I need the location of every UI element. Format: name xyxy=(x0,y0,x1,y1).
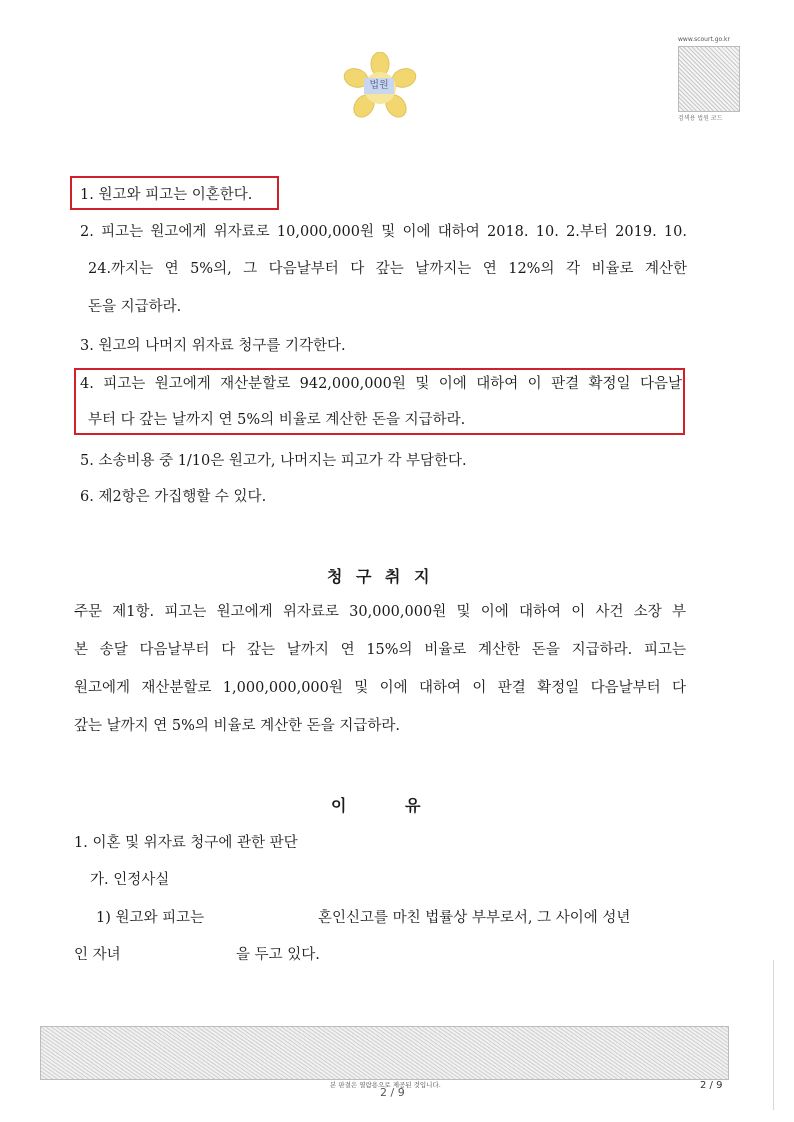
fact-1-end: 혼인신고를 마친 법률상 부부로서, 그 사이에 성년 xyxy=(318,910,631,926)
claim-heading: 청 구 취 지 xyxy=(327,567,434,586)
order-item-3: 3. 원고의 나머지 위자료 청구를 기각한다. xyxy=(80,338,346,354)
scan-edge-divider xyxy=(773,960,774,1110)
order-item-5: 5. 소송비용 중 1/10은 원고가, 나머지는 피고가 각 부담한다. xyxy=(80,453,467,469)
reasons-sub-ga: 가. 인정사실 xyxy=(90,872,170,888)
emblem-label: 법원 xyxy=(364,78,394,94)
court-emblem-icon xyxy=(340,52,420,120)
order-item-2-line-3: 돈을 지급하라. xyxy=(88,299,182,315)
order-item-4-line-1: 4. 피고는 원고에게 재산분할로 942,000,000원 및 이에 대하여 이 판결 확정일 다음날 xyxy=(80,376,682,392)
reasons-heading-left: 이 xyxy=(331,796,351,815)
order-item-4-line-2: 부터 다 갚는 날까지 연 5%의 비율로 계산한 돈을 지급하라. xyxy=(88,412,466,428)
claim-line-2: 본 송달 다음날부터 다 갚는 날까지 연 15%의 비율로 계산한 돈을 지급하라. 피고는 xyxy=(74,642,686,658)
watermark-note: 본 판결은 열람용으로 제공된 것입니다. xyxy=(330,1081,441,1089)
order-item-6: 6. 제2항은 가집행할 수 있다. xyxy=(80,489,267,505)
page-number-right: 2 / 9 xyxy=(700,1080,723,1091)
fact-1-start: 1) 원고와 피고는 xyxy=(96,910,205,926)
claim-line-4: 갚는 날까지 연 5%의 비율로 계산한 돈을 지급하라. xyxy=(74,718,401,734)
qr-url: www.scourt.go.kr xyxy=(678,36,730,43)
order-item-2-line-2: 24.까지는 연 5%의, 그 다음날부터 다 갚는 날까지는 연 12%의 각 비율로 계산한 xyxy=(88,261,687,277)
qr-code-block xyxy=(676,36,742,122)
fact-1-line-2-start: 인 자녀 xyxy=(74,947,121,963)
qr-code-icon xyxy=(678,46,740,112)
watermark-band xyxy=(40,1026,729,1080)
fact-1-line-2-end: 을 두고 있다. xyxy=(236,947,320,963)
qr-caption: 검색용 법원 코드 xyxy=(678,115,723,122)
reasons-heading-right: 유 xyxy=(405,796,425,815)
order-item-2-line-1: 2. 피고는 원고에게 위자료로 10,000,000원 및 이에 대하여 2018. 10. 2.부터 2019. 10. xyxy=(80,224,687,240)
claim-line-1: 주문 제1항. 피고는 원고에게 위자료로 30,000,000원 및 이에 대하여 이 사건 소장 부 xyxy=(74,604,686,620)
order-item-1: 1. 원고와 피고는 이혼한다. xyxy=(80,187,253,203)
claim-line-3: 원고에게 재산분할로 1,000,000,000원 및 이에 대하여 이 판결 확정일 다음날부터 다 xyxy=(74,680,686,696)
reasons-section-1: 1. 이혼 및 위자료 청구에 관한 판단 xyxy=(74,835,298,851)
page-number-center: 2 / 9 xyxy=(380,1086,405,1099)
